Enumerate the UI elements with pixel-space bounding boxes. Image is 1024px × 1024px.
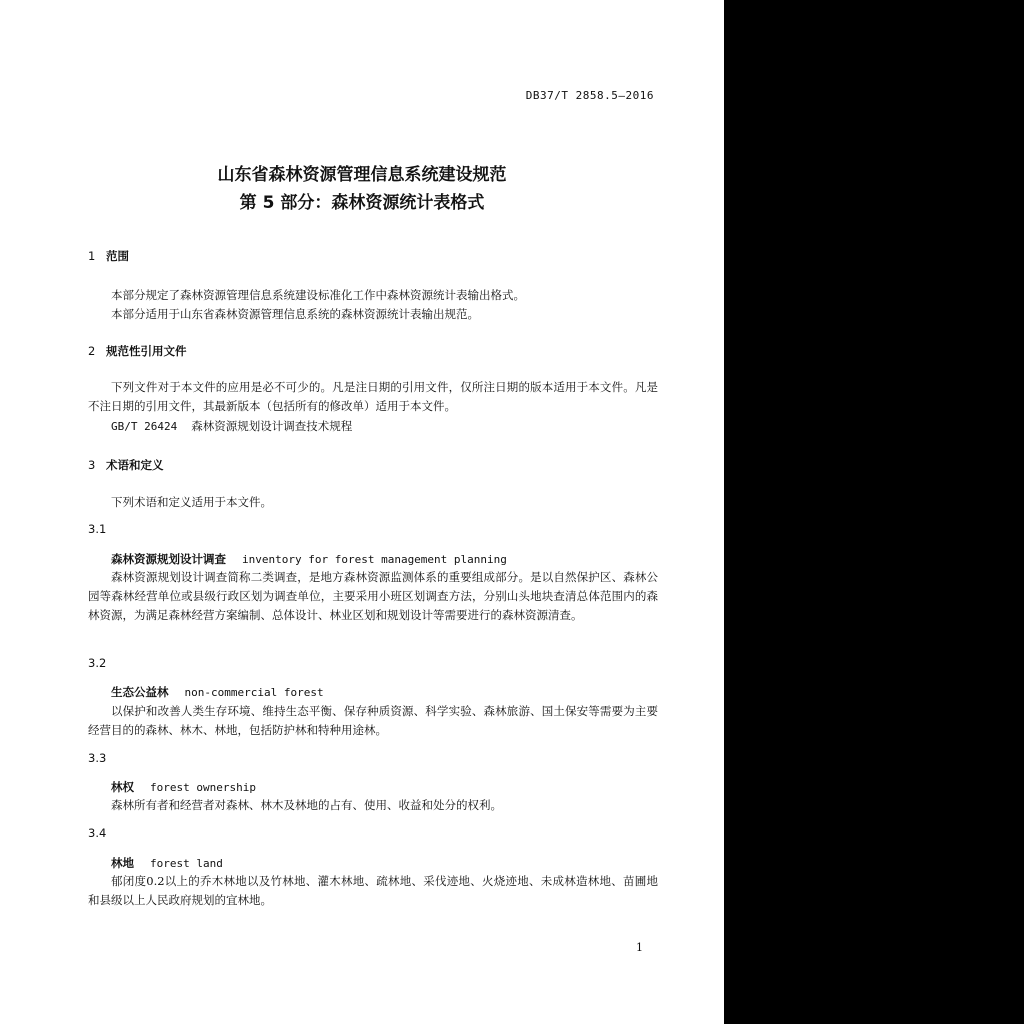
- section-1-paragraph-1: 本部分规定了森林资源管理信息系统建设标准化工作中森林资源统计表输出格式。: [111, 288, 525, 302]
- term-heading: [111, 855, 223, 871]
- term-number: 3.4: [88, 826, 107, 840]
- reference-code: GB/T 26424: [111, 420, 178, 433]
- document-code: DB37/T 2858.5—2016: [525, 89, 654, 102]
- section-2-heading: [88, 343, 187, 359]
- term-english: forest land: [150, 857, 223, 870]
- section-number: 1: [88, 249, 96, 263]
- term-chinese: 森林资源规划设计调查: [111, 552, 226, 566]
- document-subtitle: 第 5 部分：森林资源统计表格式: [239, 193, 485, 213]
- term-english: forest ownership: [150, 781, 256, 794]
- section-title: 规范性引用文件: [106, 344, 187, 358]
- term-english: inventory for forest management planning: [242, 553, 507, 566]
- term-heading: [111, 684, 324, 700]
- term-definition: 森林所有者和经营者对森林、林木及林地的占有、使用、收益和处分的权利。: [111, 798, 502, 812]
- term-chinese: 林权: [111, 780, 134, 794]
- document-title: 山东省森林资源管理信息系统建设规范: [217, 165, 507, 185]
- section-2-paragraph: 下列文件对于本文件的应用是必不可少的。凡是注日期的引用文件，仅所注日期的版本适用于本文件。凡是不注日期的引用文件，其最新版本（包括所有的修改单）适用于本文件。: [88, 380, 658, 413]
- section-3-intro: 下列术语和定义适用于本文件。: [111, 495, 272, 509]
- term-heading: [111, 551, 507, 567]
- page-number: 1: [636, 941, 643, 954]
- term-number: 3.1: [88, 522, 107, 536]
- term-chinese: 生态公益林: [111, 685, 169, 699]
- normative-reference: [111, 418, 352, 434]
- reference-title: 森林资源规划设计调查技术规程: [191, 419, 353, 433]
- section-number: 3: [88, 458, 96, 472]
- term-chinese: 林地: [111, 856, 134, 870]
- section-title: 范围: [106, 249, 129, 263]
- section-number: 2: [88, 344, 96, 358]
- term-heading: [111, 779, 256, 795]
- term-english: non-commercial forest: [184, 686, 324, 699]
- section-3-heading: [88, 457, 164, 473]
- section-1-heading: [88, 248, 129, 264]
- section-1-paragraph-2: 本部分适用于山东省森林资源管理信息系统的森林资源统计表输出规范。: [111, 307, 479, 321]
- term-number: 3.2: [88, 656, 107, 670]
- section-title: 术语和定义: [106, 458, 164, 472]
- term-definition: 以保护和改善人类生存环境、维持生态平衡、保存种质资源、科学实验、森林旅游、国土保安等需要为主要经营目的的森林、林木、林地，包括防护林和特种用途林。: [88, 704, 658, 737]
- term-number: 3.3: [88, 751, 107, 765]
- term-definition: 森林资源规划设计调查简称二类调查，是地方森林资源监测体系的重要组成部分。是以自然保护区、森林公园等森林经营单位或县级行政区划为调查单位，主要采用小班区划调查方法，分别山头地块查清总体范围内的森林资源，为满足森林经营方案编制、总体设计、林业区划和规划设计等需要进行的森林资源清查。: [88, 570, 658, 622]
- term-definition: 郁闭度0.2以上的乔木林地以及竹林地、灌木林地、疏林地、采伐迹地、火烧迹地、未成林造林地、苗圃地和县级以上人民政府规划的宜林地。: [88, 874, 658, 907]
